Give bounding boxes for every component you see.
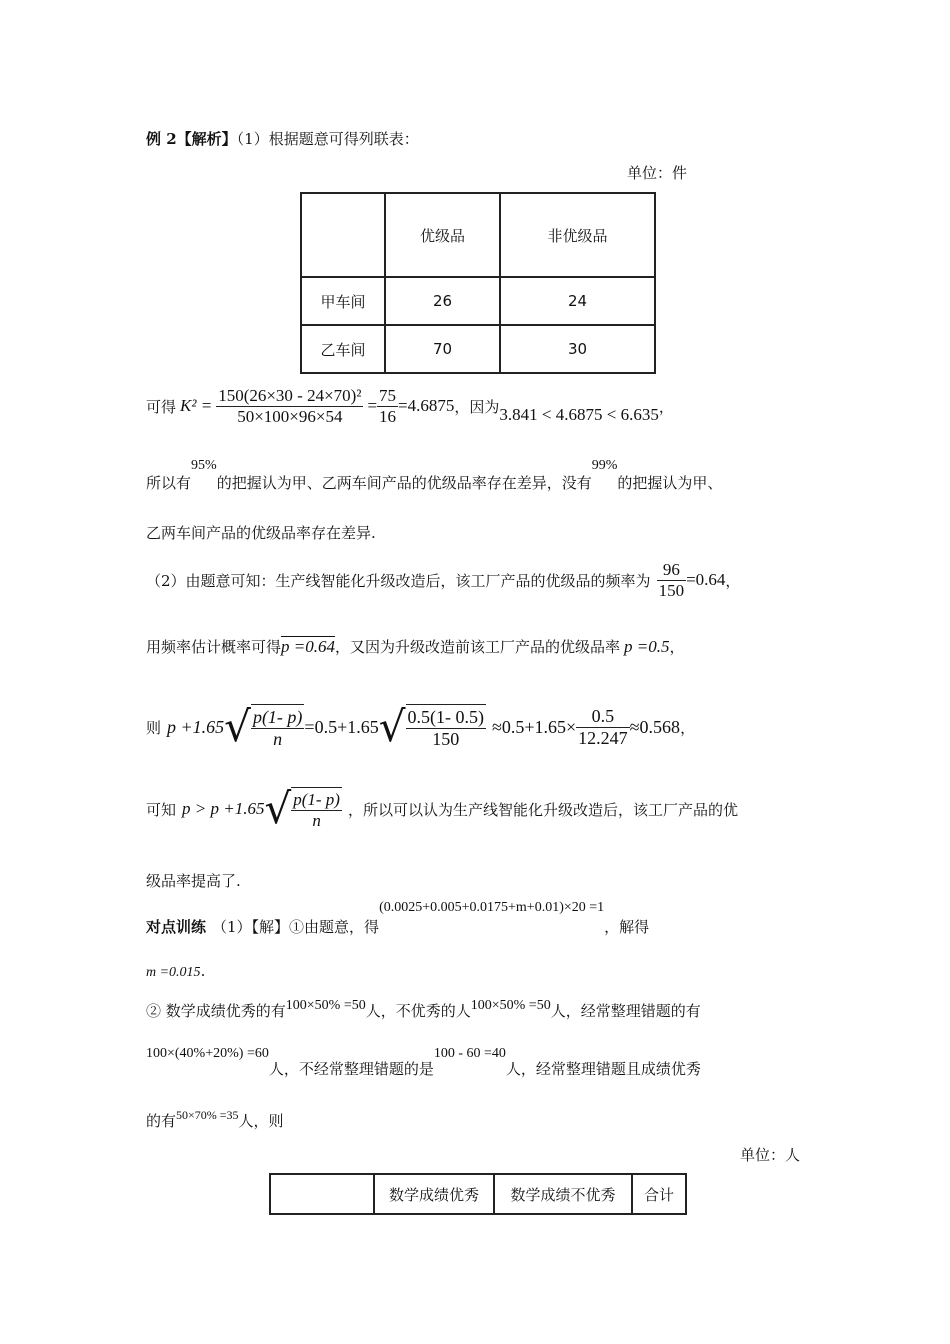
calc-part-b: =0.5+1.65: [304, 716, 379, 737]
know-text-c: 级品率提高了.: [146, 872, 241, 890]
drill-m-line: [146, 962, 205, 981]
estimate-text-b: ，又因为升级改造前该工厂产品的优级品率: [335, 638, 621, 656]
m-dot: .: [200, 962, 206, 980]
unit-label-1: 单位：件: [627, 164, 688, 182]
know-line: [146, 778, 738, 840]
p-equation: p =0.5: [624, 637, 670, 656]
expr-1: 100×50% =50: [285, 998, 366, 1013]
drill-text-2a: ② 数学成绩优秀的有: [146, 1002, 286, 1020]
k2-formula-line: [146, 378, 674, 434]
confidence-99: 99%: [591, 458, 618, 473]
expr-3: 100×(40%+20%) =60: [146, 1046, 269, 1061]
calc-line: [146, 694, 695, 760]
then-label: 则: [146, 718, 162, 737]
m-value: m =0.015: [146, 965, 201, 980]
drill-line-2: [146, 998, 701, 1021]
table-header-cell: 合计: [632, 1174, 686, 1214]
pbar-equation: p =0.64: [281, 637, 335, 656]
sqrt-icon: √: [224, 702, 251, 751]
table-cell: [270, 1174, 374, 1214]
k2-lhs: K² =: [180, 396, 213, 415]
table-header-cell: 优级品: [385, 193, 500, 277]
calc-comma: ，: [680, 718, 696, 737]
conclusion-line-2: 乙两车间产品的优级品率存在差异.: [146, 524, 376, 542]
conclusion-text-c: 的把握认为甲、: [617, 474, 723, 492]
frequency-numerator: 96: [657, 560, 687, 581]
inequality-2: p > p +1.65: [182, 799, 265, 818]
drill-text-4a: 的有: [146, 1112, 177, 1130]
frequency-denominator: 150: [658, 580, 685, 600]
confidence-95: 95%: [191, 458, 217, 473]
drill-line-4: [146, 1108, 284, 1131]
k2-because: ，因为: [454, 397, 500, 416]
k2-value: =4.6875: [398, 396, 455, 415]
know-label: 可知: [146, 800, 177, 819]
k2-comma: ，: [658, 397, 674, 416]
sqrt-denominator-3: n: [312, 811, 321, 830]
k2-denominator: 50×100×96×54: [237, 406, 343, 426]
calc-numerator-3: 0.5: [576, 706, 630, 728]
estimate-comma: ，: [669, 638, 685, 656]
example-intro: （1）根据题意可得列联表：: [236, 130, 419, 148]
table-header-row: [270, 1174, 686, 1214]
table-header-cell: 数学成绩优秀: [374, 1174, 494, 1214]
table-row: [301, 325, 655, 373]
conclusion-line-1: [146, 458, 722, 493]
drill-text-2b: 人，不优秀的人: [365, 1002, 471, 1020]
drill-equation: (0.0025+0.005+0.0175+m+0.01)×20 =1: [379, 900, 605, 915]
sqrt-fraction-2: [406, 707, 486, 750]
k2-numerator-2: 75: [379, 385, 397, 405]
example-heading: [146, 128, 419, 149]
calc-result: ≈0.568: [629, 716, 681, 737]
k2-fraction-simplified: [377, 386, 398, 427]
table-cell: 乙车间: [301, 325, 385, 373]
drill-text-4b: 人，则: [238, 1112, 284, 1130]
sqrt-denominator-1: n: [273, 729, 283, 749]
expr-4: 100 - 60 =40: [433, 1046, 506, 1061]
table-cell: [301, 193, 385, 277]
table-header-row: [301, 193, 655, 277]
table-header-cell: 非优级品: [500, 193, 655, 277]
sqrt-numerator-3: p(1- p): [293, 790, 340, 809]
sqrt-1: [224, 704, 304, 750]
drill-text-3b: 人，经常整理错题且成绩优秀: [505, 1060, 701, 1078]
k2-prefix: 可得: [146, 397, 177, 416]
drill-solve: ，解得: [604, 918, 650, 936]
sqrt-denominator-2: 150: [432, 729, 460, 749]
k2-denominator-2: 16: [379, 406, 397, 426]
k2-inequality: 3.841 < 4.6875 < 6.635: [499, 405, 659, 424]
table-cell: 甲车间: [301, 277, 385, 325]
frequency-value: =0.64: [686, 570, 726, 589]
sqrt-icon: √: [378, 702, 406, 751]
example-label: 例 2【解析】: [146, 130, 237, 148]
k2-fraction: [216, 386, 363, 427]
sqrt-icon: √: [264, 784, 292, 833]
unit-label-2: 单位：人: [740, 1146, 801, 1164]
drill-line-3: [146, 1046, 701, 1079]
conclusion-text-a: 所以有: [146, 474, 192, 492]
calc-part-a: p +1.65: [167, 716, 225, 737]
expr-5: 50×70% =35: [176, 1108, 239, 1122]
part2-line: [146, 556, 740, 604]
table-cell: 70: [385, 325, 500, 373]
table-cell: 30: [500, 325, 655, 373]
sqrt-fraction-1: [251, 707, 304, 750]
table-row: [301, 277, 655, 325]
table-cell: 26: [385, 277, 500, 325]
calc-fraction-3: [576, 706, 630, 749]
sqrt-3: [264, 784, 342, 833]
sqrt-numerator-2: 0.5(1- 0.5): [407, 707, 484, 727]
calc-part-c: ≈0.5+1.65×: [491, 716, 577, 737]
drill-text-3a: 人，不经常整理错题的是: [268, 1060, 434, 1078]
table-header-cell: 数学成绩不优秀: [494, 1174, 632, 1214]
sqrt-fraction-3: [291, 790, 342, 831]
part2-text: （2）由题意可知：生产线智能化升级改造后，该工厂产品的优级品的频率为: [146, 571, 651, 590]
contingency-table-2: [269, 1173, 687, 1215]
k2-eq: =: [367, 396, 378, 415]
expr-2: 100×50% =50: [470, 998, 551, 1013]
table-cell: 24: [500, 277, 655, 325]
frequency-fraction: [657, 560, 687, 601]
drill-line-1: [146, 900, 649, 937]
contingency-table-1: [300, 192, 656, 374]
estimate-line: [146, 636, 685, 657]
drill-text-2c: 人，经常整理错题的有: [550, 1002, 701, 1020]
estimate-text-a: 用频率估计概率可得: [146, 638, 282, 656]
part2-comma: ，: [725, 571, 741, 590]
conclusion-text-b: 的把握认为甲、乙两车间产品的优级品率存在差异，没有: [216, 474, 592, 492]
drill-intro: （1）【解】①由题意，得: [212, 918, 380, 936]
calc-denominator-3: 12.247: [578, 727, 628, 748]
sqrt-numerator-1: p(1- p): [252, 707, 303, 727]
know-text-b: ，所以可以认为生产线智能化升级改造后，该工厂产品的优: [347, 800, 738, 819]
drill-label: 对点训练: [146, 918, 207, 936]
k2-numerator: 150(26×30 - 24×70)²: [218, 385, 362, 405]
sqrt-2: [379, 704, 486, 750]
